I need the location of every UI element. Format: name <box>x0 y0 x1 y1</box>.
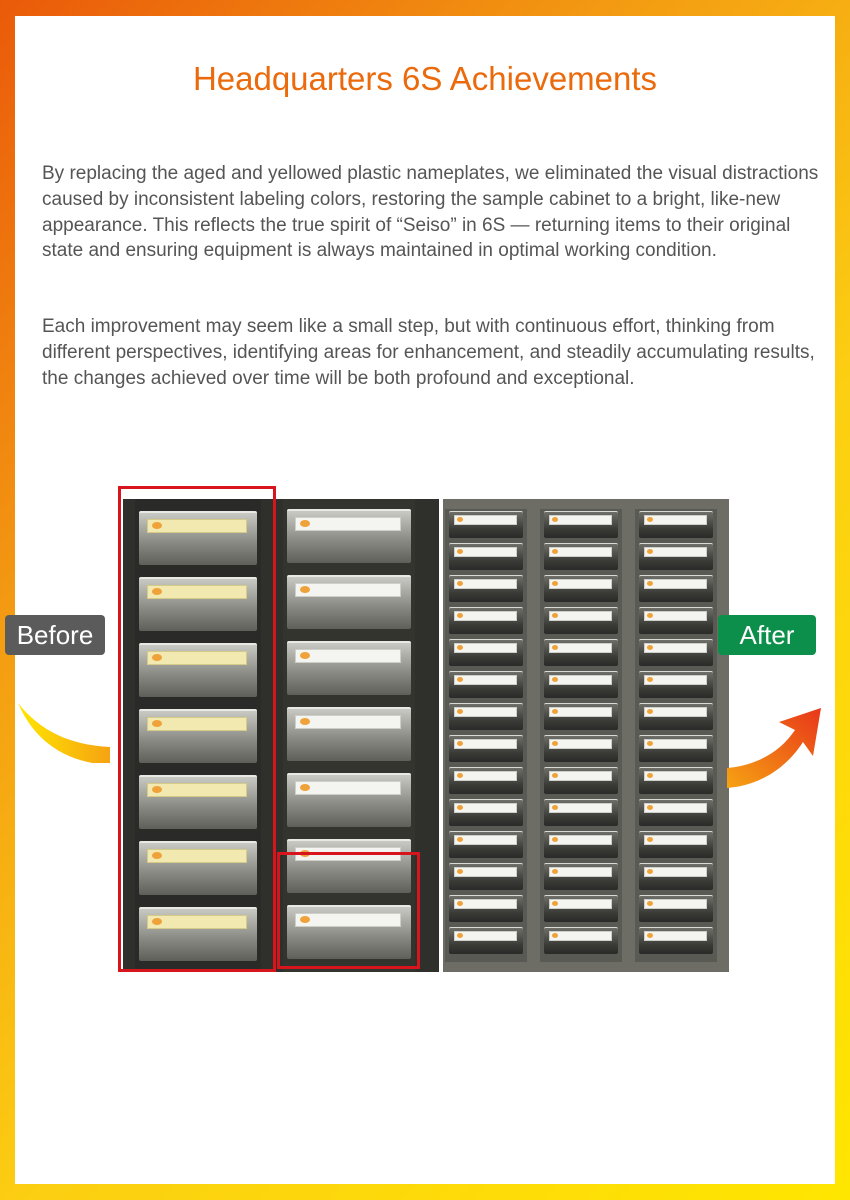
drawer-label-plate <box>549 867 612 877</box>
drawer-bin <box>544 863 618 890</box>
drawer-bin <box>639 607 713 634</box>
drawer-bin <box>449 639 523 666</box>
drawer-label-plate <box>549 931 612 941</box>
before-badge: Before <box>5 615 105 655</box>
drawer-label-plate <box>454 611 517 621</box>
before-arrow-icon <box>0 683 110 763</box>
drawer-bin <box>544 895 618 922</box>
drawer-bin <box>449 735 523 762</box>
drawer-label-plate <box>644 579 707 589</box>
drawer-label-plate <box>644 675 707 685</box>
drawer-bin <box>639 927 713 954</box>
drawer-bin <box>449 703 523 730</box>
after-badge: After <box>718 615 816 655</box>
drawer-bin <box>287 773 411 827</box>
after-arrow-icon <box>713 690 823 790</box>
drawer-label-plate <box>644 547 707 557</box>
after-cabinet-column-1 <box>445 509 527 962</box>
drawer-label-plate <box>644 867 707 877</box>
drawer-bin <box>449 575 523 602</box>
drawer-bin <box>544 639 618 666</box>
drawer-bin <box>639 895 713 922</box>
drawer-label-plate <box>549 611 612 621</box>
drawer-bin <box>544 575 618 602</box>
drawer-label-plate <box>644 931 707 941</box>
drawer-label-plate <box>644 515 707 525</box>
drawer-bin <box>544 799 618 826</box>
drawer-bin <box>544 703 618 730</box>
drawer-label-plate <box>644 643 707 653</box>
drawer-label-plate <box>644 771 707 781</box>
drawer-bin <box>639 575 713 602</box>
drawer-label-plate <box>454 707 517 717</box>
drawer-bin <box>449 671 523 698</box>
drawer-bin <box>639 639 713 666</box>
drawer-bin <box>287 509 411 563</box>
drawer-label-plate <box>644 611 707 621</box>
drawer-bin <box>449 767 523 794</box>
drawer-label-plate <box>549 899 612 909</box>
drawer-label-plate <box>454 803 517 813</box>
drawer-label-plate <box>644 899 707 909</box>
drawer-bin <box>287 575 411 629</box>
drawer-label-plate <box>644 803 707 813</box>
drawer-label-plate <box>454 931 517 941</box>
drawer-label-plate <box>454 867 517 877</box>
drawer-bin <box>449 543 523 570</box>
drawer-bin <box>449 895 523 922</box>
drawer-label-plate <box>549 675 612 685</box>
drawer-bin <box>287 641 411 695</box>
drawer-label-plate <box>644 707 707 717</box>
drawer-bin <box>287 707 411 761</box>
after-photo <box>443 499 729 972</box>
drawer-label-plate <box>454 835 517 845</box>
drawer-label-plate <box>549 515 612 525</box>
drawer-bin <box>639 767 713 794</box>
drawer-bin <box>544 543 618 570</box>
drawer-label-plate <box>549 771 612 781</box>
drawer-bin <box>639 735 713 762</box>
drawer-bin <box>639 799 713 826</box>
drawer-label-plate <box>454 547 517 557</box>
drawer-bin <box>544 607 618 634</box>
drawer-label-plate <box>644 835 707 845</box>
drawer-label-plate <box>454 515 517 525</box>
drawer-bin <box>449 511 523 538</box>
drawer-bin <box>639 671 713 698</box>
drawer-bin <box>639 831 713 858</box>
drawer-label-plate <box>454 675 517 685</box>
drawer-bin <box>544 511 618 538</box>
drawer-label-plate <box>549 835 612 845</box>
drawer-label-plate <box>295 583 401 597</box>
drawer-label-plate <box>295 781 401 795</box>
drawer-bin <box>639 863 713 890</box>
drawer-bin <box>544 767 618 794</box>
drawer-bin <box>449 927 523 954</box>
drawer-bin <box>544 671 618 698</box>
paragraph-1: By replacing the aged and yellowed plastic nameplates, we eliminated the visual distractions caused by inconsistent labeling colors, restoring the sample cabinet to a bright, like-new appearance. This reflects the true spirit of “Seiso” in 6S — returning items to their original state and ensuring equipment is always maintained in optimal working condition. <box>42 163 819 262</box>
drawer-label-plate <box>295 649 401 663</box>
drawer-label-plate <box>454 643 517 653</box>
page-title: Headquarters 6S Achievements <box>192 60 658 97</box>
drawer-label-plate <box>549 547 612 557</box>
drawer-bin <box>639 511 713 538</box>
before-highlight-box-left <box>118 486 276 972</box>
before-highlight-box-right <box>277 852 420 969</box>
paragraph-2: Each improvement may seem like a small step, but with continuous effort, thinking from different perspectives, identifying areas for enhancement, and steadily accumulating results, the changes achieved over time will be both profound and exceptional. <box>42 316 815 389</box>
after-cabinet-column-3 <box>635 509 717 962</box>
drawer-bin <box>544 927 618 954</box>
drawer-label-plate <box>454 771 517 781</box>
drawer-label-plate <box>549 739 612 749</box>
drawer-label-plate <box>295 517 401 531</box>
drawer-bin <box>449 607 523 634</box>
drawer-label-plate <box>644 739 707 749</box>
drawer-bin <box>639 703 713 730</box>
drawer-label-plate <box>454 739 517 749</box>
drawer-bin <box>544 735 618 762</box>
drawer-bin <box>449 831 523 858</box>
drawer-label-plate <box>454 579 517 589</box>
drawer-bin <box>449 799 523 826</box>
drawer-label-plate <box>295 715 401 729</box>
drawer-bin <box>544 831 618 858</box>
drawer-bin <box>449 863 523 890</box>
drawer-label-plate <box>549 579 612 589</box>
drawer-label-plate <box>549 643 612 653</box>
drawer-label-plate <box>549 803 612 813</box>
drawer-label-plate <box>549 707 612 717</box>
after-cabinet-column-2 <box>540 509 622 962</box>
drawer-bin <box>639 543 713 570</box>
drawer-label-plate <box>454 899 517 909</box>
